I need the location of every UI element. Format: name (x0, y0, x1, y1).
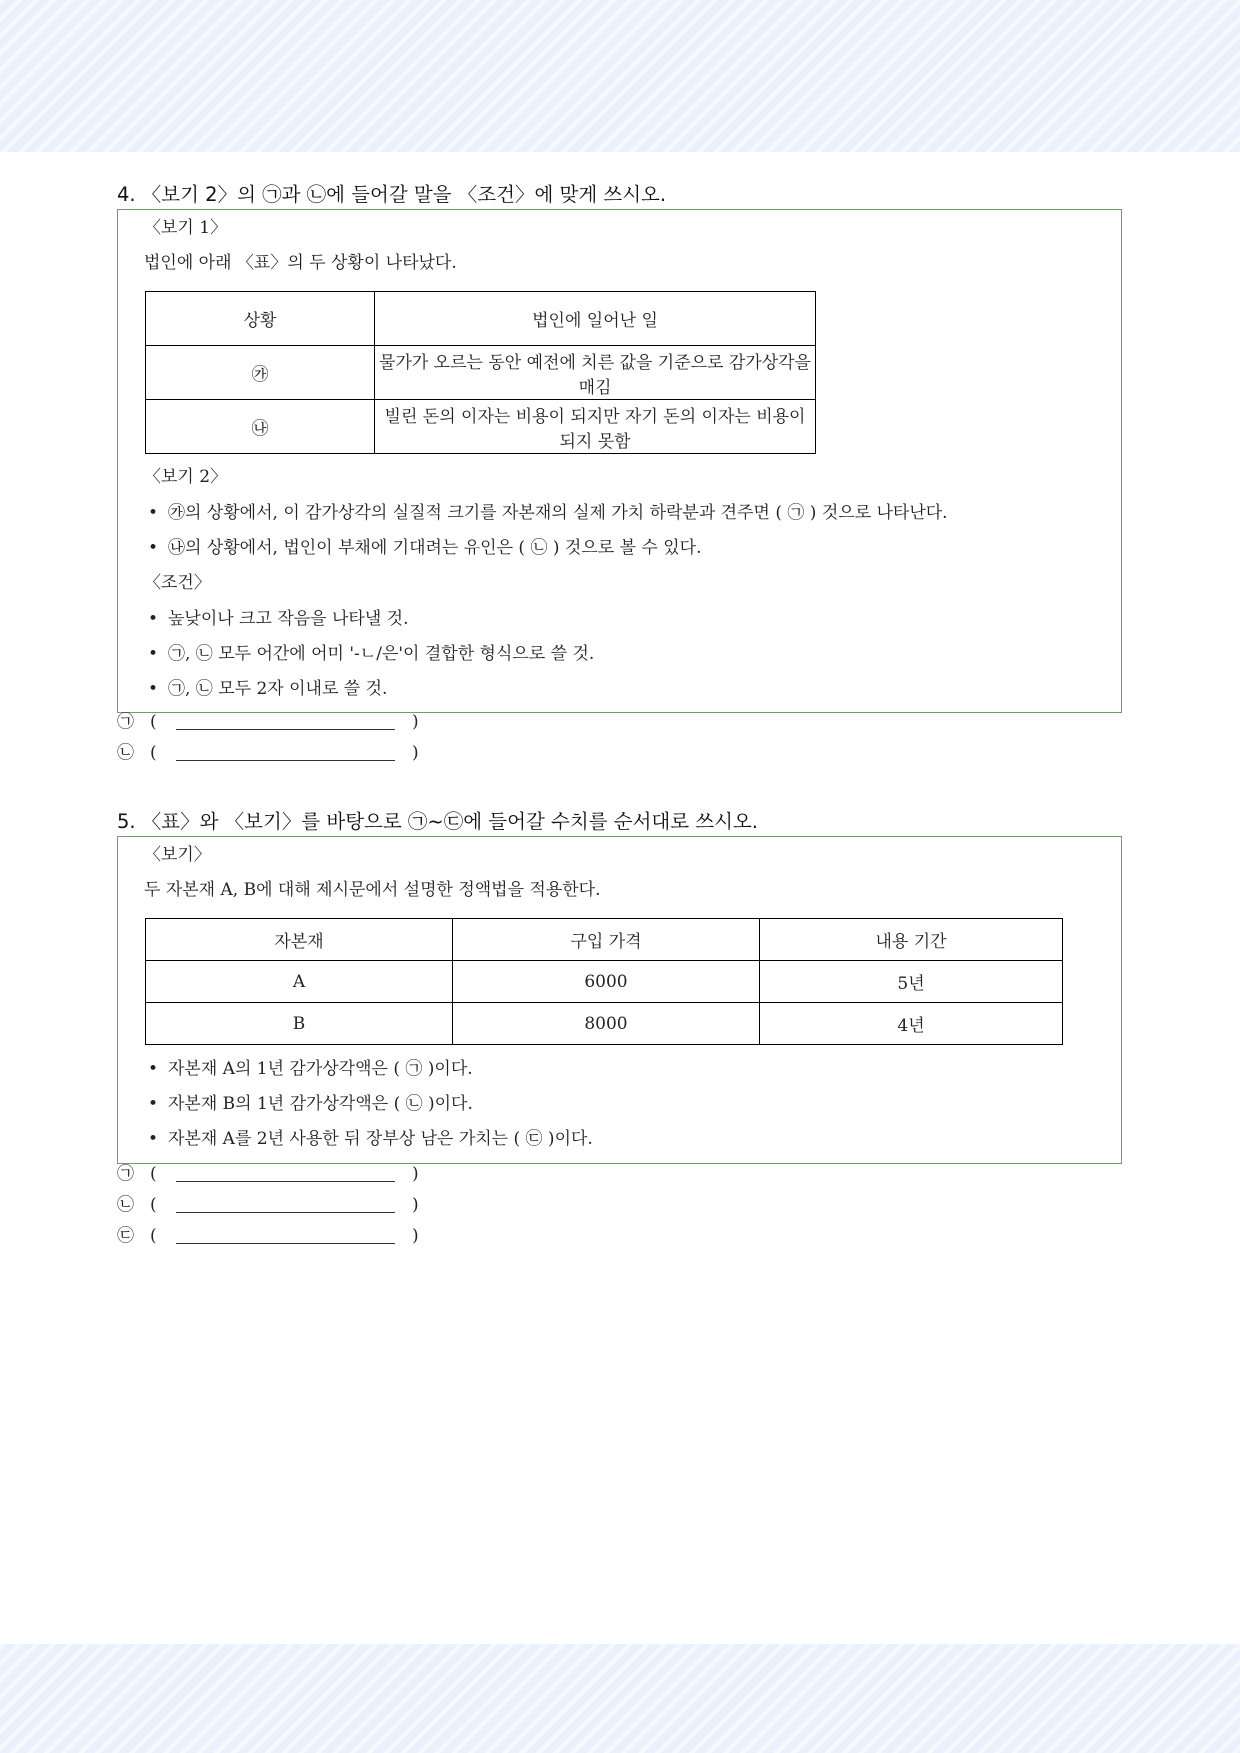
table-row (146, 1003, 1063, 1045)
table-header-cell: 내용 기간 (760, 919, 1063, 961)
table-cell: 물가가 오르는 동안 예전에 치른 값을 기준으로 감가상각을 매김 (375, 346, 816, 400)
answer-open-paren: ( (150, 712, 157, 732)
answer-marker: ㉠ (117, 1164, 134, 1184)
question-5-title: 5. 〈표〉와 〈보기〉를 바탕으로 ㉠~㉢에 들어갈 수치를 순서대로 쓰시오. (117, 810, 758, 833)
answer-blank[interactable] (176, 760, 395, 761)
answer-close-paren: ) (412, 1195, 419, 1215)
list-item: • ㉯의 상황에서, 법인이 부채에 기대려는 유인은 ( ㉡ ) 것으로 볼 수 있다. (168, 537, 701, 559)
answer-open-paren: ( (150, 1226, 157, 1246)
answer-close-paren: ) (412, 712, 419, 732)
answer-marker: ㉡ (117, 1195, 134, 1215)
question-4-passage-box (117, 209, 1122, 713)
answer-marker: ㉠ (117, 712, 134, 732)
table-cell: 4년 (760, 1003, 1063, 1045)
table-cell: B (146, 1003, 453, 1045)
table-cell: 빌린 돈의 이자는 비용이 되지만 자기 돈의 이자는 비용이 되지 못함 (375, 400, 816, 454)
table-cell: 8000 (453, 1003, 760, 1045)
capital-goods-table (145, 918, 1063, 1045)
condition-label: 〈조건〉 (144, 573, 211, 593)
table-row (146, 346, 816, 400)
answer-close-paren: ) (412, 1226, 419, 1246)
bogi-text: 두 자본재 A, B에 대해 제시문에서 설명한 정액법을 적용한다. (144, 880, 601, 900)
answer-blank[interactable] (176, 1212, 395, 1213)
answer-open-paren: ( (150, 743, 157, 763)
bogi-label: 〈보기〉 (144, 845, 211, 865)
situation-table (145, 291, 816, 454)
answer-blank[interactable] (176, 1181, 395, 1182)
question-4-title: 4. 〈보기 2〉의 ㉠과 ㉡에 들어갈 말을 〈조건〉에 맞게 쓰시오. (117, 183, 667, 206)
table-cell: ㉯ (146, 400, 375, 454)
bogi1-label: 〈보기 1〉 (144, 218, 228, 238)
table-cell: ㉮ (146, 346, 375, 400)
list-item: • 자본재 A를 2년 사용한 뒤 장부상 남은 가치는 ( ㉢ )이다. (168, 1128, 593, 1150)
answer-close-paren: ) (412, 743, 419, 763)
table-header-cell: 구입 가격 (453, 919, 760, 961)
table-header-cell: 상황 (146, 292, 375, 346)
answer-open-paren: ( (150, 1164, 157, 1184)
table-cell: 5년 (760, 961, 1063, 1003)
table-header-row (146, 292, 816, 346)
table-header-cell: 자본재 (146, 919, 453, 961)
bogi2-label: 〈보기 2〉 (144, 467, 228, 487)
top-decorative-band (0, 0, 1240, 152)
table-row (146, 400, 816, 454)
list-item: • ㉠, ㉡ 모두 2자 이내로 쓸 것. (168, 678, 387, 700)
table-header-cell: 법인에 일어난 일 (375, 292, 816, 346)
list-item: • 자본재 B의 1년 감가상각액은 ( ㉡ )이다. (168, 1093, 473, 1115)
question-5-passage-box (117, 836, 1122, 1164)
list-item: • ㉮의 상황에서, 이 감가상각의 실질적 크기를 자본재의 실제 가치 하락분과 견주면 ( ㉠ ) 것으로 나타난다. (168, 502, 948, 524)
table-header-row (146, 919, 1063, 961)
answer-marker: ㉡ (117, 743, 134, 763)
answer-marker: ㉢ (117, 1226, 134, 1246)
table-cell: 6000 (453, 961, 760, 1003)
bogi1-text: 법인에 아래 〈표〉의 두 상황이 나타났다. (144, 253, 457, 273)
list-item: • 높낮이나 크고 작음을 나타낼 것. (168, 608, 409, 630)
answer-blank[interactable] (176, 1243, 395, 1244)
list-item: • 자본재 A의 1년 감가상각액은 ( ㉠ )이다. (168, 1058, 473, 1080)
table-cell: A (146, 961, 453, 1003)
table-row (146, 961, 1063, 1003)
answer-open-paren: ( (150, 1195, 157, 1215)
answer-close-paren: ) (412, 1164, 419, 1184)
answer-blank[interactable] (176, 729, 395, 730)
bottom-decorative-band (0, 1644, 1240, 1753)
list-item: • ㉠, ㉡ 모두 어간에 어미 '-ㄴ/은'이 결합한 형식으로 쓸 것. (168, 643, 594, 665)
